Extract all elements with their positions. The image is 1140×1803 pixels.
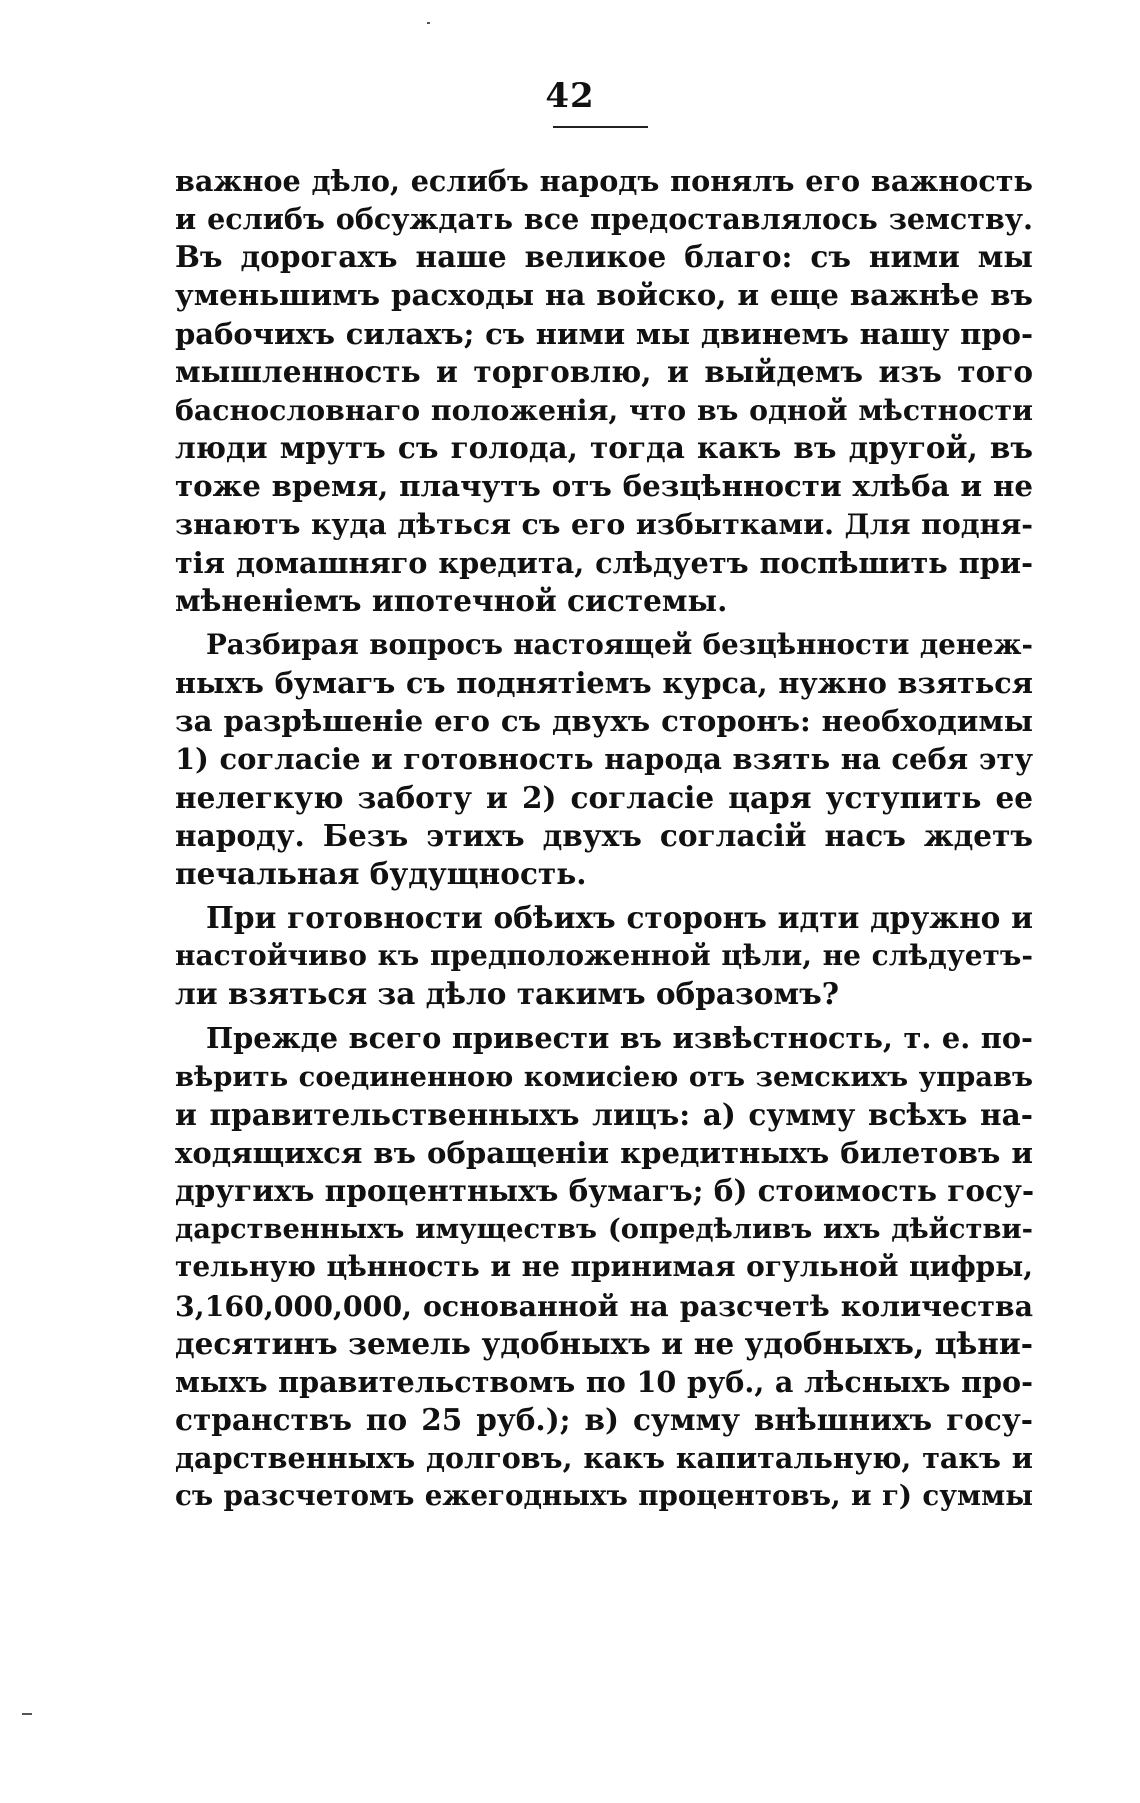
text-line: При готовности обѣихъ сторонъ идти дружно и bbox=[206, 899, 1033, 935]
text-line: вѣрить соединенною комисіею отъ земскихъ управъ bbox=[175, 1060, 1033, 1093]
text-line: мыхъ правительствомъ по 10 руб., а лѣсныхъ про- bbox=[175, 1364, 1033, 1399]
text-line: и еслибъ обсуждать все предоставлялось земству. bbox=[175, 202, 1033, 237]
text-line: баснословнаго положенія, что въ одной мѣстности bbox=[175, 392, 1033, 427]
text-line: Разбирая вопросъ настоящей безцѣнности денеж- bbox=[206, 627, 1033, 661]
text-line: народу. Безъ этихъ двухъ согласій насъ ждетъ bbox=[175, 817, 1033, 853]
paragraph-3 bbox=[175, 899, 1033, 1013]
scan-speck bbox=[22, 1713, 32, 1715]
text-line: тія домашняго кредита, слѣдуетъ поспѣшить при- bbox=[175, 545, 1033, 580]
text-line: тоже время, плачутъ отъ безцѣнности хлѣба и не bbox=[175, 469, 1033, 504]
text-line: странствъ по 25 руб.); в) сумму внѣшнихъ госу- bbox=[175, 1402, 1033, 1437]
page-number-rule bbox=[553, 126, 648, 128]
paragraph-1 bbox=[175, 162, 1033, 620]
text-line: Прежде всего привести въ извѣстность, т. е. по- bbox=[206, 1021, 1033, 1056]
text-line: ходящихся въ обращеніи кредитныхъ билетовъ и bbox=[175, 1135, 1033, 1170]
text-line: Въ дорогахъ наше великое благо: съ ними мы bbox=[175, 239, 1033, 275]
text-line: важное дѣло, еслибъ народъ понялъ его важность bbox=[175, 164, 1033, 198]
paragraph-4 bbox=[175, 1019, 1033, 1515]
text-line: дарственныхъ долговъ, какъ капитальную, такъ и bbox=[175, 1441, 1033, 1476]
text-line: рабочихъ силахъ; съ ними мы двинемъ нашу про- bbox=[175, 316, 1033, 351]
scan-speck bbox=[427, 22, 430, 24]
text-line: и правительственныхъ лицъ: а) сумму всѣхъ на- bbox=[175, 1096, 1033, 1132]
page-number: 42 bbox=[545, 76, 595, 116]
text-line: мѣненіемъ ипотечной системы. bbox=[175, 582, 728, 618]
body-text bbox=[175, 162, 1033, 1515]
text-line: тельную цѣнность и не принимая огульной цифры, bbox=[175, 1250, 1033, 1284]
text-line: дарственныхъ имуществъ (опредѣливъ ихъ дѣйстви- bbox=[175, 1213, 1033, 1246]
text-line: другихъ процентныхъ бумагъ; б) стоимость госу- bbox=[175, 1173, 1035, 1209]
text-line: нелегкую заботу и 2) согласіе царя уступить ее bbox=[175, 779, 1033, 815]
paragraph-2 bbox=[175, 626, 1033, 893]
text-line: мышленность и торговлю, и выйдемъ изъ того bbox=[175, 353, 1033, 389]
text-line: ныхъ бумагъ съ поднятіемъ курса, нужно взяться bbox=[175, 666, 1033, 701]
text-line: уменьшимъ расходы на войско, и еще важнѣе въ bbox=[175, 278, 1033, 313]
text-line: десятинъ земель удобныхъ и не удобныхъ, цѣни- bbox=[175, 1325, 1033, 1361]
text-line: настойчиво къ предположенной цѣли, не слѣдуетъ- bbox=[175, 939, 1033, 973]
text-line: ли взяться за дѣло такимъ образомъ? bbox=[175, 976, 839, 1012]
text-line: люди мрутъ съ голода, тогда какъ въ другой, въ bbox=[175, 430, 1033, 466]
text-line: съ разсчетомъ ежегодныхъ процентовъ, и г) суммы bbox=[175, 1479, 1033, 1513]
text-line: знаютъ куда дѣться съ его избытками. Для подня- bbox=[175, 507, 1033, 542]
text-line: 1) согласіе и готовность народа взять на себя эту bbox=[175, 742, 1033, 777]
text-line: печальная будущность. bbox=[175, 855, 587, 891]
text-line: за разрѣшеніе его съ двухъ сторонъ: необходимы bbox=[175, 704, 1033, 739]
text-line: 3,160,000,000, основанной на разсчетѣ количества bbox=[175, 1288, 1033, 1323]
